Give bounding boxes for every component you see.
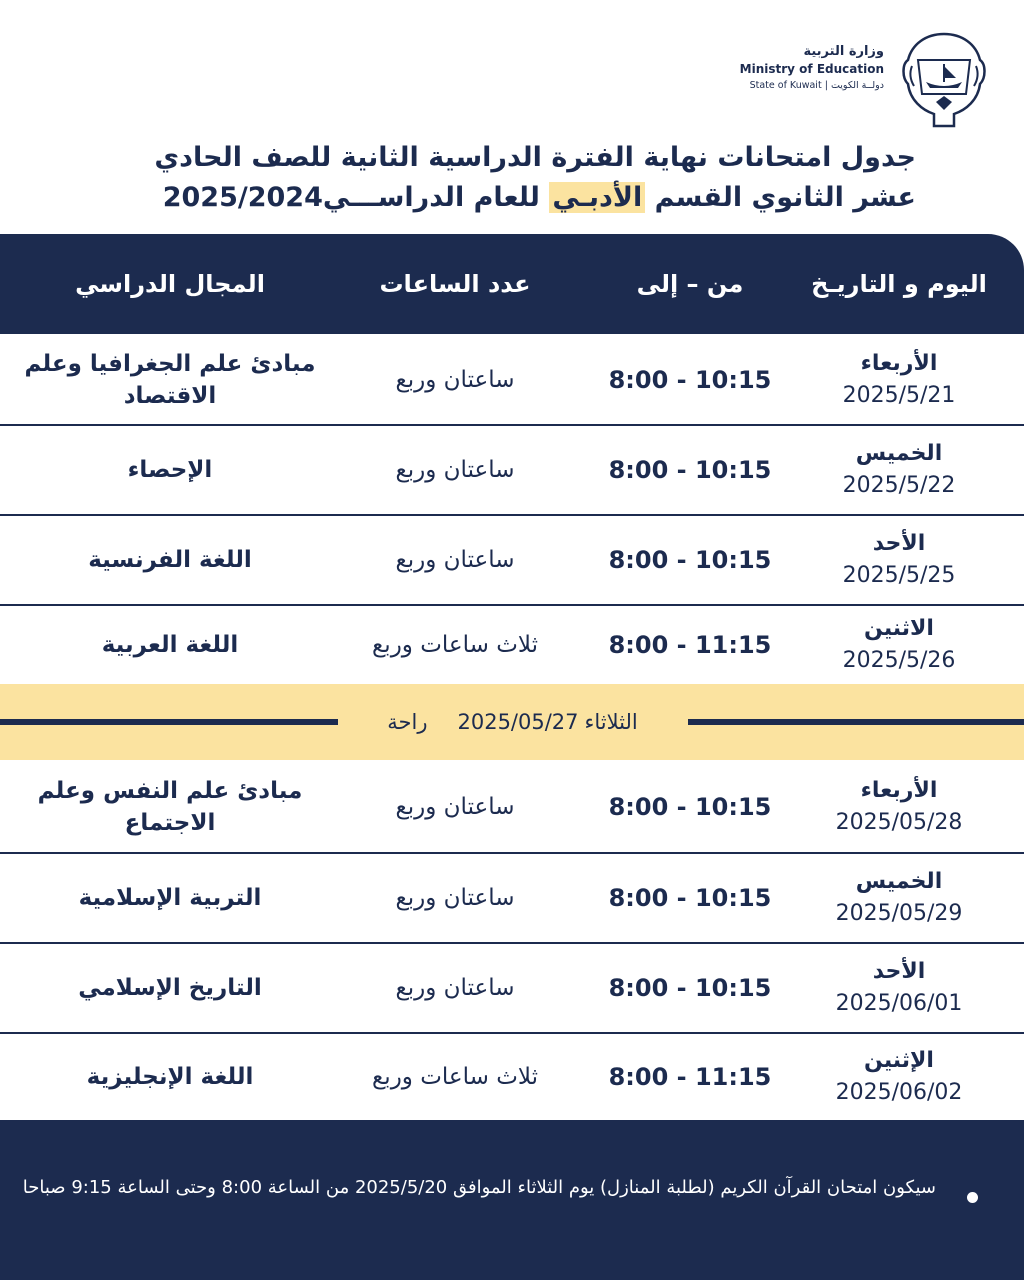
row-day-cell [794, 336, 1004, 424]
row-day-cell [794, 854, 1004, 942]
row-hours: ساعتان وربع [395, 367, 515, 393]
row-hours: ساعتان وربع [395, 547, 515, 573]
header-subject: المجال الدراسي [75, 270, 265, 298]
title-highlight: الأدبـي [549, 182, 645, 213]
kuwait-emblem-icon [896, 30, 992, 130]
row-subject: اللغة الفرنسية [88, 547, 252, 573]
row-subject: اللغة العربية [101, 632, 239, 658]
day-name: الخميس [855, 441, 943, 466]
day-name: الخميس [855, 869, 943, 894]
day-date: 2025/5/26 [842, 648, 956, 673]
day-date: 2025/5/21 [842, 383, 956, 408]
row-time: 8:00 - 10:15 [608, 366, 772, 394]
row-subject: التربية الإسلامية [78, 885, 262, 911]
state-line [740, 80, 884, 91]
ministry-name-en: Ministry of Education [739, 62, 884, 76]
row-time: 8:00 - 11:15 [608, 631, 772, 659]
row-day-cell [794, 606, 1004, 684]
row-day-cell [794, 1034, 1004, 1120]
table-row [0, 336, 1024, 426]
header-day: اليوم و التاريـخ [811, 270, 987, 298]
day-name: الأحد [872, 531, 926, 556]
day-name: الاثنين [864, 616, 934, 641]
row-time: 8:00 - 11:15 [608, 1063, 772, 1091]
rest-line-left [0, 719, 338, 725]
footer-note-panel [0, 1120, 1024, 1280]
day-name: الإثنين [864, 1048, 934, 1073]
row-subject: اللغة الإنجليزية [86, 1064, 254, 1090]
row-day-cell [794, 516, 1004, 604]
row-subject: مبادئ علم الجغرافيا وعلم الاقتصاد [24, 351, 316, 409]
day-date: 2025/05/28 [835, 810, 963, 835]
row-time: 8:00 - 10:15 [608, 546, 772, 574]
row-time: 8:00 - 10:15 [608, 884, 772, 912]
rest-day-name: الثلاثاء [584, 710, 638, 734]
table-header [0, 234, 1024, 334]
title-line-2-end: للعام الدراســـي2025/2024 [162, 182, 550, 213]
day-date: 2025/05/29 [835, 901, 963, 926]
table-row [0, 426, 1024, 516]
rest-day-band [0, 684, 1024, 760]
day-date: 2025/5/22 [842, 473, 956, 498]
row-hours: ثلاث ساعات وربع [372, 632, 538, 658]
day-name: الأحد [872, 959, 926, 984]
day-name: الأربعاء [860, 778, 938, 803]
day-date: 2025/06/01 [835, 991, 963, 1016]
rest-line-right [688, 719, 1024, 725]
table-row [0, 516, 1024, 606]
row-hours: ساعتان وربع [395, 794, 515, 820]
separator: | [824, 80, 828, 91]
row-hours: ساعتان وربع [395, 885, 515, 911]
row-subject: الإحصاء [127, 457, 213, 483]
table-row [0, 606, 1024, 684]
row-day-cell [794, 762, 1004, 852]
table-row [0, 762, 1024, 854]
row-hours: ساعتان وربع [395, 975, 515, 1001]
rest-label: راحة [387, 710, 428, 734]
header-hours: عدد الساعات [379, 270, 531, 298]
row-hours: ثلاث ساعات وربع [372, 1064, 538, 1090]
header-time: من – إلى [636, 270, 744, 298]
table-row [0, 1034, 1024, 1120]
row-subject: مبادئ علم النفس وعلم الاجتماع [37, 778, 303, 836]
row-day-cell [794, 944, 1004, 1032]
ministry-block [740, 44, 884, 91]
row-subject: التاريخ الإسلامي [78, 975, 262, 1001]
row-time: 8:00 - 10:15 [608, 974, 772, 1002]
table-row [0, 944, 1024, 1034]
row-time: 8:00 - 10:15 [608, 456, 772, 484]
title-line-1: جدول امتحانات نهاية الفترة الدراسية الثانية للصف الحادي [154, 142, 916, 173]
page-title [96, 138, 916, 218]
day-name: الأربعاء [860, 351, 938, 376]
state-name-ar: دولــة الكويت [830, 80, 884, 91]
title-line-2 [96, 178, 916, 218]
table-row [0, 854, 1024, 944]
title-line-2-start: عشر الثانوي القسم [645, 182, 916, 213]
rest-day-text [340, 704, 685, 740]
row-day-cell [794, 426, 1004, 514]
rest-day-date: 2025/05/27 [457, 710, 579, 734]
day-date: 2025/06/02 [835, 1080, 963, 1105]
row-hours: ساعتان وربع [395, 457, 515, 483]
day-date: 2025/5/25 [842, 563, 956, 588]
ministry-name-ar: وزارة التربية [803, 44, 884, 59]
row-time: 8:00 - 10:15 [608, 793, 772, 821]
footer-note: سيكون امتحان القرآن الكريم (لطلبة المنازل) يوم الثلاثاء الموافق 2025/5/20 من الساعة 8:00 وحتى الساعة 9:15 صباحا [22, 1177, 936, 1198]
state-name-en: State of Kuwait [749, 80, 822, 91]
bullet-icon [967, 1192, 978, 1203]
